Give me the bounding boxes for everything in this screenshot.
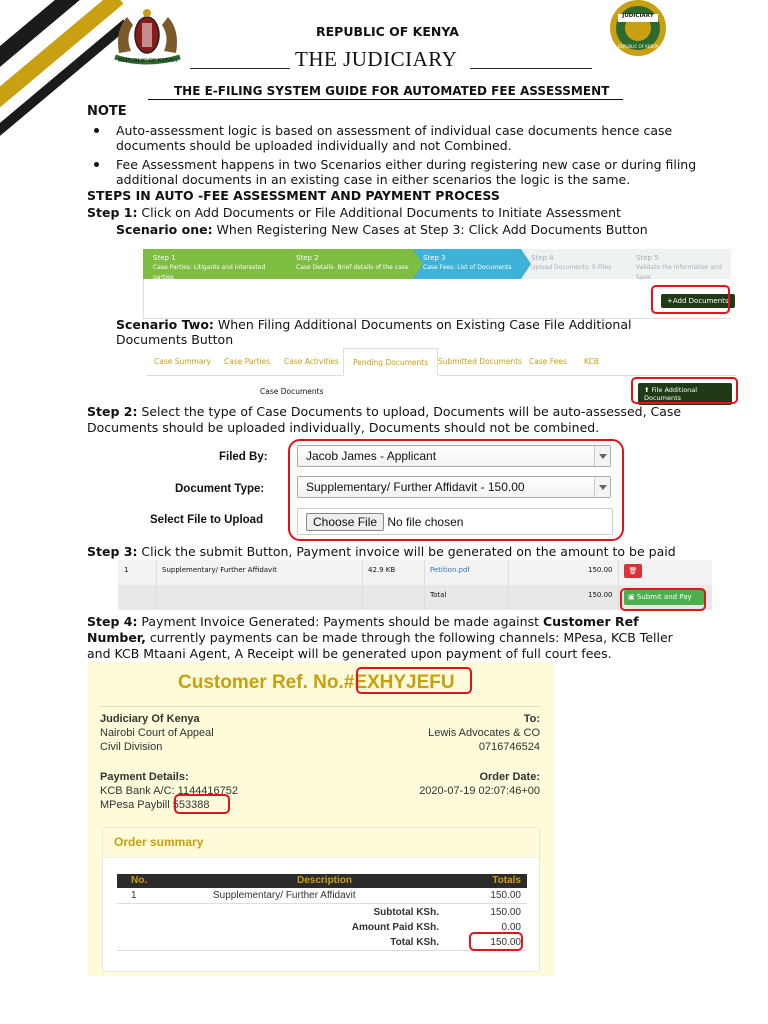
wizard-arrow: [413, 249, 423, 279]
document-type-label: Document Type:: [175, 483, 265, 495]
row-size: 42.9 KB: [368, 566, 396, 574]
guide-title: THE E-FILING SYSTEM GUIDE FOR AUTOMATED FEE ASSESSMENT: [174, 84, 610, 98]
wizard-step-2-desc: Case Details- Brief details of the case: [296, 264, 409, 271]
wizard-step-5-title: Step 5: [636, 254, 659, 262]
table-row: [118, 560, 712, 585]
note-bullet-2-line-2: additional documents in an existing case in either scenarios the logic is the same.: [116, 172, 631, 187]
tab-case-parties[interactable]: Case Parties: [224, 357, 271, 366]
column-divider: [156, 560, 157, 610]
column-divider: [362, 560, 363, 610]
note-bullet-1-line-1: Auto-assessment logic is based on assessment of individual case documents hence case: [116, 123, 673, 138]
choose-file-button[interactable]: Choose File: [306, 513, 384, 531]
scenario2-body: When Filing Additional Documents on Existing Case File Additional: [213, 317, 632, 332]
highlight-add-documents: [651, 285, 730, 314]
upload-icon: ⬆: [644, 386, 652, 394]
customer-ref-number: EXHYJEFU: [354, 672, 455, 693]
highlight-submit: [620, 588, 706, 611]
order-row-divider: [117, 950, 527, 951]
tab-pending-documents[interactable]: Pending Documents: [343, 348, 438, 376]
invoice-to-line-1: Lewis Advocates & CO: [428, 727, 540, 739]
item-total: 150.00: [490, 890, 521, 901]
step4-text-line-2: [87, 630, 673, 645]
wizard-step-3-desc: Case Fees: List of Documents: [423, 264, 512, 271]
step2-text-line-2: Documents should be uploaded individually, Documents should not be combined.: [87, 420, 600, 435]
column-divider: [618, 560, 619, 610]
item-number: 1: [131, 890, 137, 901]
tab-kcb[interactable]: KCB: [584, 357, 599, 366]
total-ksh-label: Total KSh.: [390, 937, 439, 948]
col-no: No.: [131, 875, 148, 886]
step2-label: Step 2:: [87, 404, 138, 419]
step2-text: [87, 404, 681, 419]
highlight-file-additional: [631, 377, 738, 404]
step4-channels: currently payments can be made through the following channels: MPesa, KCB Teller: [145, 630, 673, 645]
amount-paid-value: 0.00: [501, 922, 521, 933]
scenario1-text: [116, 222, 648, 237]
panel-border: [143, 279, 144, 319]
wizard-step-5-desc: Validate the Information and Save: [636, 264, 722, 281]
wizard-step-4-desc: Upload Documents: E-Files: [531, 264, 612, 271]
trash-icon: 🗑: [628, 567, 638, 575]
col-totals: Totals: [492, 875, 521, 886]
order-date: 2020-07-19 02:07:46+00: [419, 785, 540, 797]
step4-text: [87, 614, 639, 629]
subtotal-value: 150.00: [490, 907, 521, 918]
invoice-to-line-2: 0716746524: [478, 741, 540, 753]
column-divider: [508, 560, 509, 610]
number-emphasis: Number,: [87, 630, 146, 645]
paybill-number: 553388: [172, 799, 210, 811]
header-rule-right: [470, 68, 592, 69]
total-amount: 150.00: [588, 591, 613, 599]
note-heading: NOTE: [87, 104, 127, 119]
submit-and-pay-label: Submit and Pay: [636, 593, 692, 601]
wizard-step-3[interactable]: [413, 249, 521, 279]
invoice-from-line-2: Civil Division: [100, 741, 163, 753]
case-tabs: [146, 350, 736, 376]
wizard-steps-bar: [143, 249, 731, 279]
column-divider: [424, 560, 425, 610]
scenario2-text: [116, 317, 631, 332]
order-summary-header: [103, 828, 539, 858]
highlight-form: [288, 439, 624, 541]
row-file-link[interactable]: Petition.pdf: [430, 566, 470, 574]
seal-caption: REPUBLIC OF KENYA: [617, 44, 659, 49]
total-ksh-value: 150.00: [490, 937, 521, 948]
guide-title-underline: [148, 99, 623, 100]
wizard-step-1[interactable]: [143, 249, 286, 279]
wizard-step-2[interactable]: [286, 249, 413, 279]
wizard-step-1-desc: Case Parties: Litigants and interested parties: [153, 264, 266, 281]
header-rule-left: [190, 68, 290, 69]
kcb-bank-account: KCB Bank A/C: 1144416752: [100, 785, 239, 797]
step3-body: Click the submit Button, Payment invoice will be generated on the amount to be paid: [137, 544, 676, 559]
bullet-icon: [94, 162, 99, 167]
institution-heading: THE JUDICIARY: [295, 47, 458, 71]
highlight-total: [469, 932, 523, 951]
step4-label: Step 4:: [87, 614, 138, 629]
document-type-value: Supplementary/ Further Affidavit - 150.00: [306, 480, 525, 494]
amount-paid-label: Amount Paid KSh.: [351, 922, 439, 933]
paybill-prefix: MPesa Paybill: [100, 799, 170, 811]
wizard-arrow: [521, 249, 531, 279]
wizard-step-5[interactable]: [626, 249, 731, 279]
scenario2-label: Scenario Two:: [116, 317, 214, 332]
order-date-heading: Order Date:: [479, 771, 540, 783]
file-additional-documents-label: File Additional Documents: [644, 386, 698, 402]
payment-invoice: [88, 662, 554, 976]
highlight-paybill: [174, 794, 230, 814]
payment-details-heading: Payment Details:: [100, 771, 189, 783]
invoice-from-heading: Judiciary Of Kenya: [100, 713, 200, 725]
order-row-divider: [117, 903, 527, 904]
tab-submitted-documents[interactable]: Submitted Documents: [438, 357, 523, 366]
add-documents-button[interactable]: +Add Documents: [661, 294, 735, 308]
scenario1-body: When Registering New Cases at Step 3: Click Add Documents Button: [212, 222, 648, 237]
customer-ref-emphasis: Customer Ref: [542, 614, 639, 629]
scenario1-label: Scenario one:: [116, 222, 213, 237]
wizard-step-4-title: Step 4: [531, 254, 554, 262]
tab-case-activities[interactable]: Case Activities: [284, 357, 339, 366]
col-description: Description: [297, 875, 353, 886]
step1-text: [87, 205, 621, 220]
row-number: 1: [124, 566, 129, 574]
country-heading: REPUBLIC OF KENYA: [316, 24, 459, 39]
tab-case-fees[interactable]: Case Fees: [529, 357, 567, 366]
wizard-step-4[interactable]: [521, 249, 626, 279]
judiciary-seal-icon: [596, 0, 680, 64]
subtotal-label: Subtotal KSh.: [373, 907, 439, 918]
total-label: Total: [430, 591, 447, 599]
card-icon: ▣: [628, 593, 637, 601]
case-documents-label: Case Documents: [260, 387, 324, 396]
bullet-icon: [94, 128, 99, 133]
filed-by-value: Jacob James - Applicant: [306, 449, 437, 463]
row-document: Supplementary/ Further Affidavit: [162, 566, 277, 574]
scenario2-text-line-2: Documents Button: [116, 332, 234, 347]
step3-text: [87, 544, 676, 559]
delete-row-button[interactable]: [624, 564, 642, 578]
steps-heading: STEPS IN AUTO -FEE ASSESSMENT AND PAYMENT PROCESS: [87, 188, 500, 203]
highlight-customer-ref: [356, 667, 472, 694]
step4-text-line-3: and KCB Mtaani Agent, A Receipt will be generated upon payment of full court fees.: [87, 646, 612, 661]
seal-label: JUDICIARY: [622, 13, 654, 19]
invoice-divider: [100, 706, 540, 707]
wizard-step-1-title: Step 1: [153, 254, 176, 262]
order-table-header: [117, 874, 527, 888]
select-file-label: Select File to Upload: [150, 514, 264, 526]
invoice-to-heading: To:: [523, 713, 540, 725]
row-amount: 150.00: [588, 566, 613, 574]
invoice-from-line-1: Nairobi Court of Appeal: [100, 727, 214, 739]
wizard-step-3-title: Step 3: [423, 254, 446, 262]
coat-of-arms-caption: REPUBLIC OF KENYA: [117, 58, 178, 64]
wizard-arrow: [286, 249, 296, 279]
note-bullet-2-line-1: Fee Assessment happens in two Scenarios either during registering new case or during filing: [116, 157, 697, 172]
step3-label: Step 3:: [87, 544, 138, 559]
order-summary-heading: Order summary: [114, 835, 204, 849]
tab-case-summary[interactable]: Case Summary: [154, 357, 211, 366]
item-description: Supplementary/ Further Affidavit: [213, 890, 356, 901]
step2-body: Select the type of Case Documents to upload, Documents will be auto-assessed, Case: [137, 404, 682, 419]
step1-body: Click on Add Documents or File Additional Documents to Initiate Assessment: [137, 205, 621, 220]
note-bullet-1-line-2: documents should be uploaded individually and not Combined.: [116, 138, 512, 153]
no-file-text: No file chosen: [387, 515, 464, 529]
filed-by-label: Filed By:: [219, 451, 268, 463]
invoice-title-prefix: Customer Ref. No.#: [178, 672, 355, 693]
wizard-step-2-title: Step 2: [296, 254, 319, 262]
step1-label: Step 1:: [87, 205, 138, 220]
step4-body: Payment Invoice Generated: Payments should be made against: [137, 614, 543, 629]
